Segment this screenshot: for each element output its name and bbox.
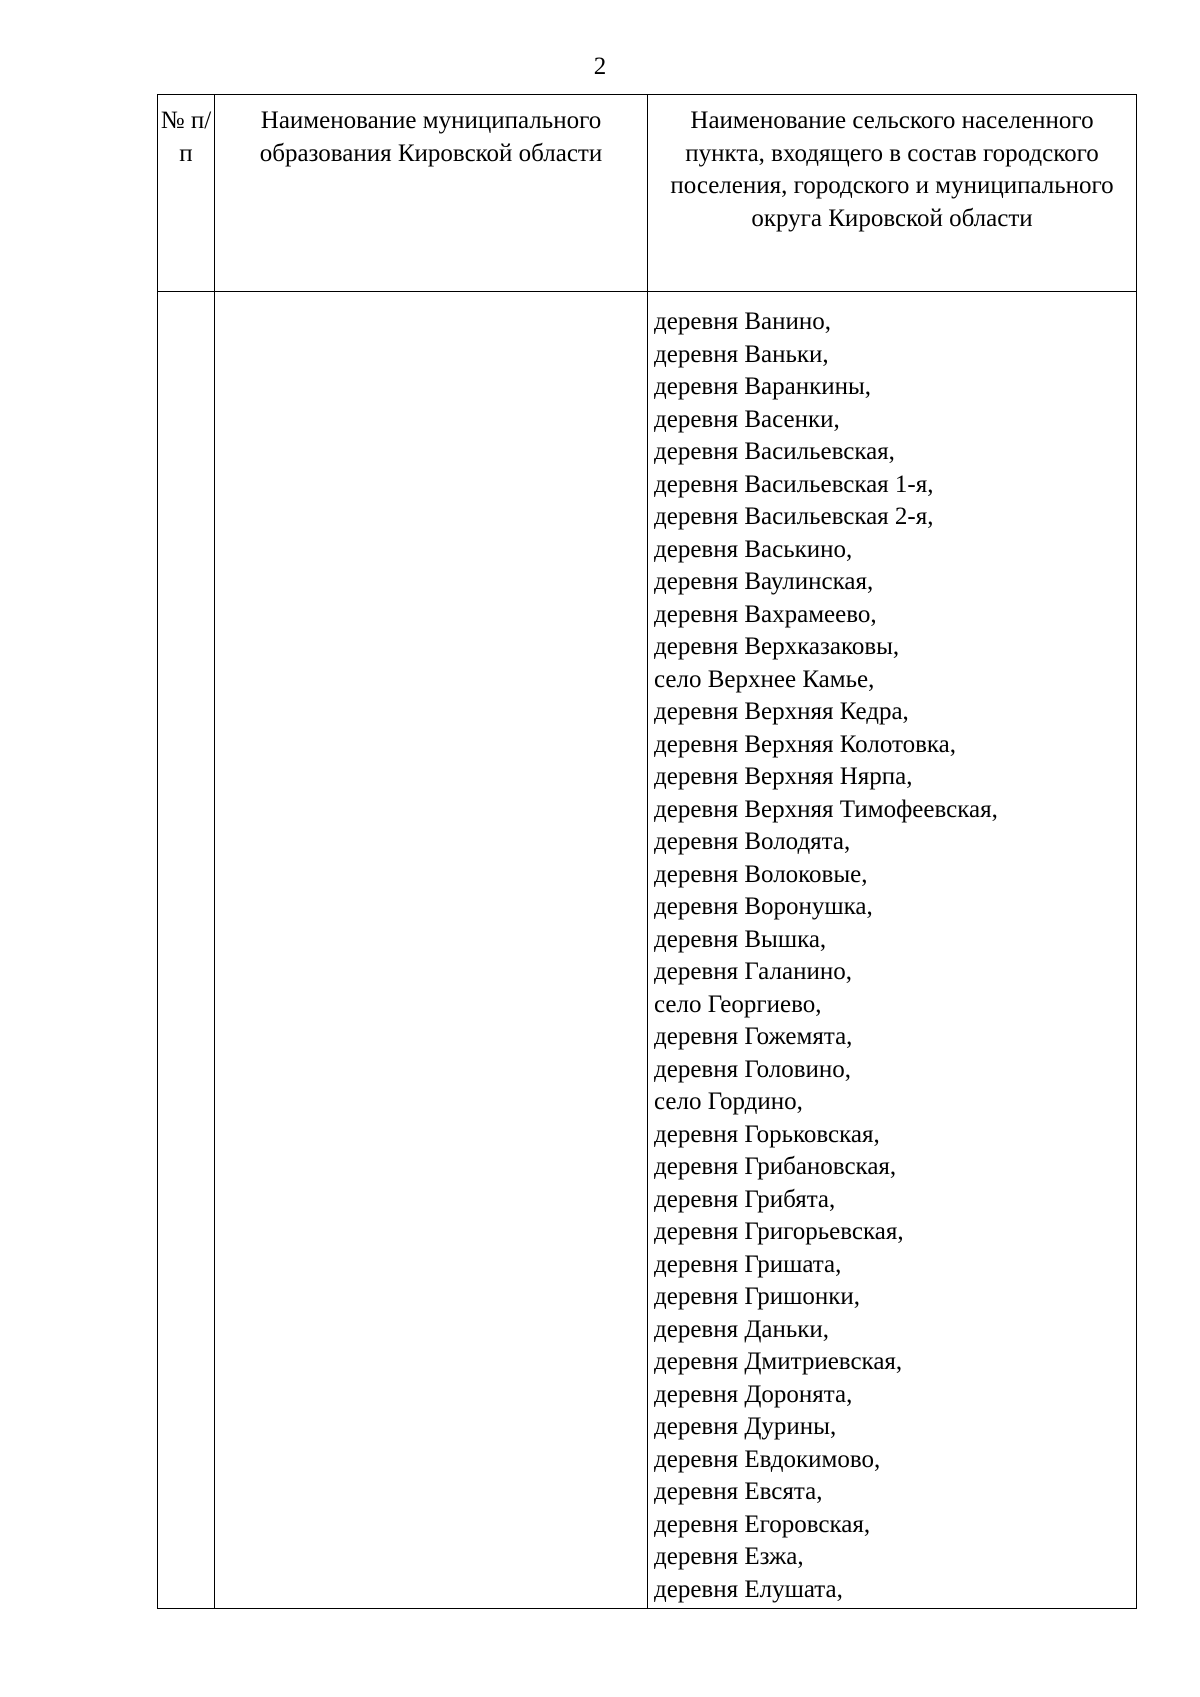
- list-item: село Георгиево,: [654, 990, 822, 1018]
- list-item: деревня Вышка,: [654, 925, 827, 953]
- list-item: деревня Галанино,: [654, 958, 852, 985]
- cell-settlements: [648, 292, 1137, 1609]
- list-item: деревня Васенки,: [654, 405, 840, 433]
- list-item: деревня Дмитриевская,: [654, 1348, 903, 1375]
- page-number: 2: [593, 53, 607, 80]
- list-item: деревня Верхказаковы,: [654, 633, 900, 660]
- list-item: деревня Евсята,: [654, 1478, 823, 1505]
- list-item: деревня Дурины,: [654, 1413, 837, 1440]
- list-item: деревня Евдокимово,: [654, 1445, 881, 1473]
- list-item: деревня Васильевская,: [654, 438, 895, 465]
- list-item: деревня Гришонки,: [654, 1283, 861, 1310]
- list-item: деревня Ванино,: [654, 308, 832, 335]
- list-item: деревня Ваулинская,: [654, 568, 874, 595]
- header-municipality: Наименование муниципального образования Кировской области: [215, 95, 648, 292]
- list-item: деревня Гожемята,: [654, 1023, 853, 1050]
- list-item: деревня Грибановская,: [654, 1153, 897, 1180]
- list-item: деревня Васильевская 2-я,: [654, 503, 934, 530]
- list-item: деревня Верхняя Колотовка,: [654, 730, 957, 758]
- list-item: деревня Езжа,: [654, 1543, 804, 1570]
- list-item: деревня Волоковые,: [654, 860, 868, 888]
- list-item: деревня Гришата,: [654, 1250, 842, 1278]
- list-item: деревня Грибята,: [654, 1185, 836, 1213]
- list-item: деревня Варанкины,: [654, 373, 872, 400]
- settlement-list: [648, 292, 1136, 1606]
- table-row: [158, 292, 1137, 1609]
- list-item: деревня Горьковская,: [654, 1120, 880, 1148]
- list-item: деревня Елушата,: [654, 1575, 843, 1603]
- list-item: деревня Егоровская,: [654, 1510, 871, 1538]
- list-item: деревня Григорьевская,: [654, 1218, 904, 1245]
- table-header-row: [158, 95, 1137, 292]
- list-item: село Верхнее Камье,: [654, 665, 875, 693]
- cell-municipality: [215, 292, 648, 1609]
- list-item: деревня Володята,: [654, 828, 851, 855]
- header-number: № п/п: [158, 95, 215, 292]
- list-item: деревня Вахрамеево,: [654, 600, 877, 628]
- list-item: деревня Васькино,: [654, 535, 853, 563]
- list-item: деревня Верхняя Тимофеевская,: [654, 795, 998, 823]
- list-item: деревня Даньки,: [654, 1315, 830, 1343]
- list-item: деревня Ваньки,: [654, 340, 829, 368]
- list-item: деревня Воронушка,: [654, 893, 873, 920]
- list-item: деревня Верхняя Нярпа,: [654, 763, 913, 790]
- cell-number: [158, 292, 215, 1609]
- list-item: деревня Головино,: [654, 1055, 852, 1083]
- settlements-table: [157, 94, 1137, 1609]
- header-settlement: Наименование сельского населенного пункта, входящего в состав городского поселения, городского и муниципального округа Кировской области: [648, 95, 1137, 292]
- list-item: деревня Верхняя Кедра,: [654, 698, 909, 725]
- list-item: село Гордино,: [654, 1088, 803, 1115]
- list-item: деревня Васильевская 1-я,: [654, 470, 934, 498]
- list-item: деревня Доронята,: [654, 1380, 853, 1408]
